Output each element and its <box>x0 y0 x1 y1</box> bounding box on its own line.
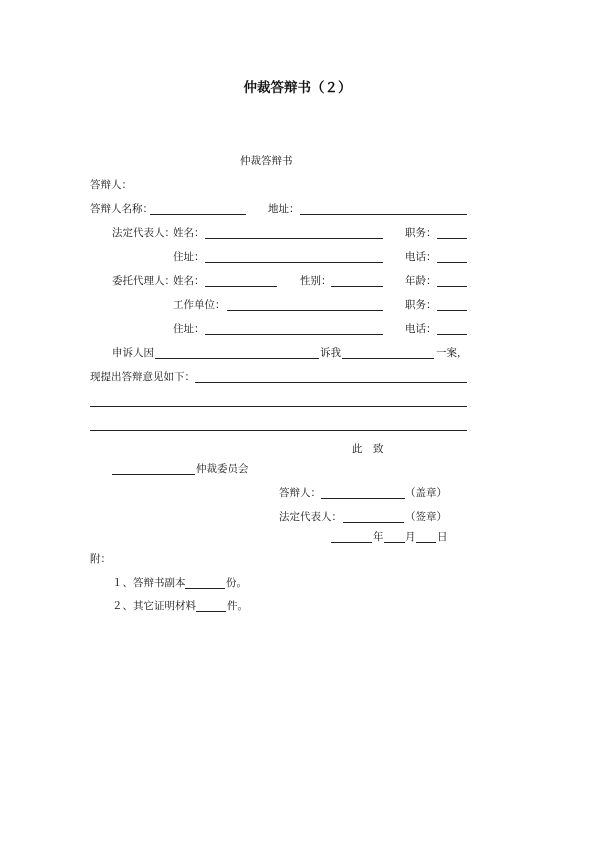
defense-opinion-line-3[interactable] <box>90 430 467 431</box>
legal-rep-phone-blank[interactable] <box>437 262 467 263</box>
agent-name-blank[interactable] <box>205 286 277 287</box>
agent-phone-blank[interactable] <box>437 334 467 335</box>
agent-label: 委托代理人： <box>112 275 175 287</box>
attachment-heading: 附： <box>90 553 111 565</box>
case-suffix: 一案， <box>436 347 468 359</box>
agent-age-blank[interactable] <box>437 286 467 287</box>
attachment-2-prefix: ２、其它证明材料 <box>112 600 196 612</box>
date-year-label: 年 <box>373 531 384 543</box>
attachment-2-count-blank[interactable] <box>196 611 226 612</box>
attachment-2-suffix: 件。 <box>227 600 248 612</box>
respondent-name-blank[interactable] <box>150 214 246 215</box>
case-prefix: 申诉人因 <box>112 347 154 359</box>
legal-rep-position-blank[interactable] <box>437 238 467 239</box>
legal-rep-name-label: 姓名： <box>173 227 205 239</box>
legal-rep-name-blank[interactable] <box>205 238 383 239</box>
respondent-heading: 答辩人： <box>90 179 132 191</box>
case-middle: 诉我 <box>320 347 341 359</box>
agent-position-label: 职务： <box>405 299 437 311</box>
attachment-1-prefix: １、答辩书副本 <box>112 577 186 589</box>
address-label: 地址： <box>268 203 300 215</box>
agent-age-label: 年龄： <box>405 275 437 287</box>
agent-phone-label: 电话： <box>405 323 437 335</box>
agent-residence-blank[interactable] <box>205 334 383 335</box>
attachment-1-suffix: 份。 <box>226 577 247 589</box>
attachment-1-count-blank[interactable] <box>185 588 225 589</box>
legal-rep-sign-label: 法定代表人： <box>279 511 342 523</box>
committee-name-blank[interactable] <box>112 474 195 475</box>
legal-rep-sign-blank[interactable] <box>343 522 404 523</box>
agent-workplace-blank[interactable] <box>227 310 383 311</box>
respondent-name-label: 答辩人名称： <box>90 203 153 215</box>
document-title: 仲裁答辩书（２） <box>243 80 352 96</box>
agent-gender-label: 性别： <box>300 275 332 287</box>
address-blank[interactable] <box>300 214 467 215</box>
defense-opinion-label: 现提出答辩意见如下： <box>90 371 195 383</box>
claimant-blank[interactable] <box>155 358 319 359</box>
legal-rep-residence-label: 住址： <box>173 251 205 263</box>
agent-workplace-label: 工作单位： <box>173 299 226 311</box>
defense-opinion-line-1[interactable] <box>195 382 467 383</box>
date-month-label: 月 <box>405 531 416 543</box>
date-month-blank[interactable] <box>384 542 405 543</box>
date-year-blank[interactable] <box>331 542 372 543</box>
agent-name-label: 姓名： <box>173 275 205 287</box>
document-subtitle: 仲裁答辩书 <box>240 155 293 167</box>
seal-note: （盖章） <box>405 487 447 499</box>
legal-rep-label: 法定代表人： <box>112 227 175 239</box>
legal-rep-position-label: 职务： <box>405 227 437 239</box>
legal-rep-phone-label: 电话： <box>405 251 437 263</box>
respondent-sign-blank[interactable] <box>321 498 405 499</box>
agent-residence-label: 住址： <box>173 323 205 335</box>
date-day-label: 日 <box>437 531 448 543</box>
defense-opinion-line-2[interactable] <box>90 406 467 407</box>
respectfully-text: 此 致 <box>352 443 384 455</box>
committee-label: 仲裁委员会 <box>196 463 249 475</box>
respondent-sign-label: 答辩人： <box>279 487 321 499</box>
legal-rep-residence-blank[interactable] <box>205 262 383 263</box>
signature-note: （签章） <box>405 511 447 523</box>
date-day-blank[interactable] <box>416 542 436 543</box>
agent-position-blank[interactable] <box>437 310 467 311</box>
agent-gender-blank[interactable] <box>331 286 383 287</box>
case-blank[interactable] <box>342 358 434 359</box>
